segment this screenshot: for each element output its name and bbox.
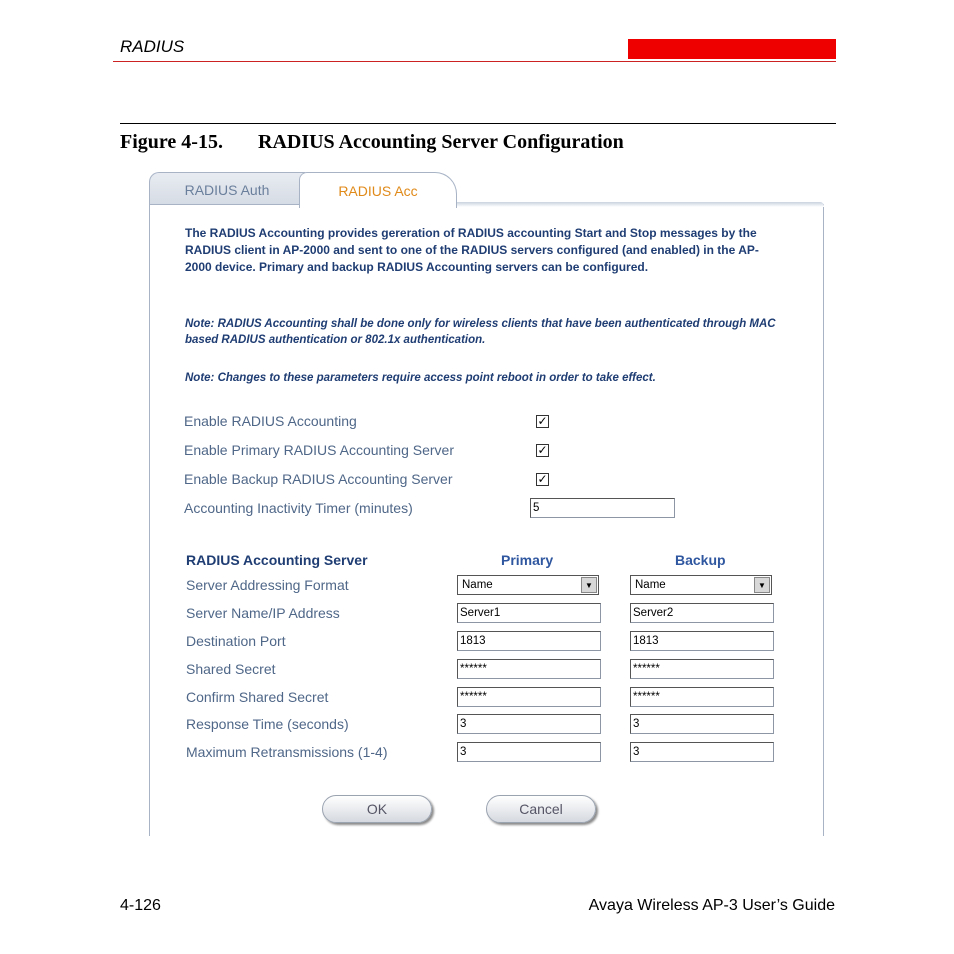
inactivity-timer-input[interactable]: 5 xyxy=(530,498,675,518)
book-title: Avaya Wireless AP-3 User’s Guide xyxy=(588,897,835,914)
inactivity-timer-label: Accounting Inactivity Timer (minutes) xyxy=(184,500,413,516)
running-head: RADIUS xyxy=(120,37,185,56)
checkmark-icon: ✓ xyxy=(537,443,548,457)
intro-text: The RADIUS Accounting provides gereration of RADIUS accounting Start and Stop messages by the RADIUS client in AP-2000 and sent to one of the RADIUS servers configured (and enabled) in the AP-2000 device. Primary and backup RADIUS Accounting servers can be configured. xyxy=(185,226,759,274)
primary-addressing-format-value: Name xyxy=(462,579,493,591)
destination-port-label: Destination Port xyxy=(186,633,286,649)
enable-backup-label: Enable Backup RADIUS Accounting Server xyxy=(184,471,453,487)
backup-addressing-format-select[interactable] xyxy=(630,575,772,595)
backup-confirm-secret-input[interactable]: ****** xyxy=(630,687,774,707)
enable-accounting-checkbox[interactable] xyxy=(536,415,549,428)
backup-response-time-input[interactable]: 3 xyxy=(630,714,774,734)
header-rule xyxy=(113,61,836,62)
primary-max-retransmissions-input[interactable]: 3 xyxy=(457,742,601,762)
server-table-title: RADIUS Accounting Server xyxy=(186,552,368,568)
confirm-secret-label: Confirm Shared Secret xyxy=(186,689,329,705)
figure-title: RADIUS Accounting Server Configuration xyxy=(258,131,624,153)
header-accent-bar xyxy=(628,39,836,59)
shared-secret-label: Shared Secret xyxy=(186,661,276,677)
server-address-label: Server Name/IP Address xyxy=(186,605,340,621)
addressing-format-label: Server Addressing Format xyxy=(186,577,349,593)
note-reboot: Note: Changes to these parameters require access point reboot in order to take effect. xyxy=(185,372,656,384)
note-accounting: Note: RADIUS Accounting shall be done only for wireless clients that have been authenticated through MAC based RADIUS authentication or 802.1x authentication. xyxy=(185,318,776,346)
chevron-down-icon[interactable]: ▼ xyxy=(581,577,597,593)
page-number: 4-126 xyxy=(120,897,161,914)
enable-primary-checkbox[interactable] xyxy=(536,444,549,457)
ok-button[interactable]: OK xyxy=(322,795,432,823)
primary-confirm-secret-input[interactable]: ****** xyxy=(457,687,601,707)
panel-top-shade xyxy=(457,202,824,207)
enable-accounting-label: Enable RADIUS Accounting xyxy=(184,413,357,429)
enable-primary-label: Enable Primary RADIUS Accounting Server xyxy=(184,442,454,458)
tab-radius-acc[interactable]: RADIUS Acc xyxy=(299,172,457,208)
tab-radius-auth[interactable]: RADIUS Auth xyxy=(149,172,305,206)
primary-shared-secret-input[interactable]: ****** xyxy=(457,659,601,679)
primary-column-header: Primary xyxy=(501,552,554,568)
cancel-button[interactable]: Cancel xyxy=(486,795,596,823)
tab-bar xyxy=(149,172,469,206)
primary-response-time-input[interactable]: 3 xyxy=(457,714,601,734)
response-time-label: Response Time (seconds) xyxy=(186,716,349,732)
figure-number: Figure 4-15. xyxy=(120,131,223,153)
figure-caption xyxy=(120,131,624,154)
primary-addressing-format-select[interactable] xyxy=(457,575,599,595)
backup-column-header: Backup xyxy=(675,552,726,568)
primary-destination-port-input[interactable]: 1813 xyxy=(457,631,601,651)
backup-max-retransmissions-input[interactable]: 3 xyxy=(630,742,774,762)
backup-shared-secret-input[interactable]: ****** xyxy=(630,659,774,679)
chevron-down-icon[interactable]: ▼ xyxy=(754,577,770,593)
enable-backup-checkbox[interactable] xyxy=(536,473,549,486)
checkmark-icon: ✓ xyxy=(537,472,548,486)
checkmark-icon: ✓ xyxy=(537,414,548,428)
primary-server-address-input[interactable]: Server1 xyxy=(457,603,601,623)
max-retransmissions-label: Maximum Retransmissions (1-4) xyxy=(186,744,388,760)
backup-server-address-input[interactable]: Server2 xyxy=(630,603,774,623)
backup-destination-port-input[interactable]: 1813 xyxy=(630,631,774,651)
backup-addressing-format-value: Name xyxy=(635,579,666,591)
figure-rule xyxy=(120,123,836,124)
